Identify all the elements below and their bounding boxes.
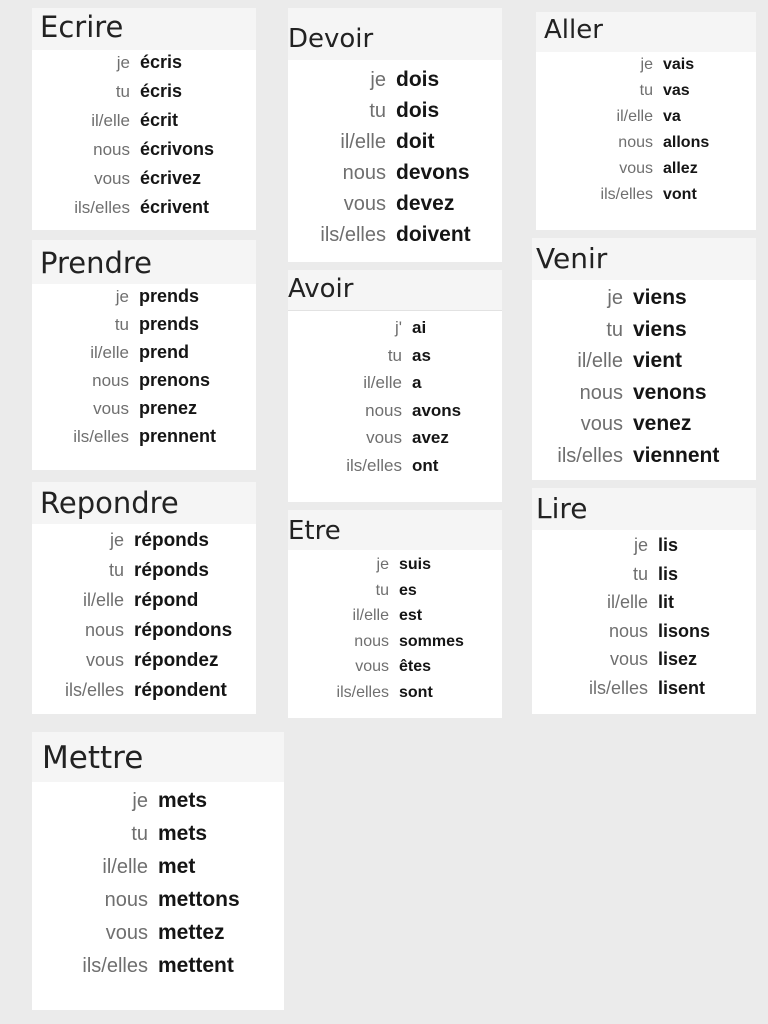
pronoun-label: il/elle [606,592,648,612]
pronoun-label: vous [343,193,386,215]
verb-form: mettons [158,888,240,911]
verb-form: allons [663,134,710,151]
conjugation-row [288,633,502,659]
verb-form: prennent [139,426,217,446]
verb-title: Venir [536,242,608,275]
verb-form: est [399,607,423,624]
conjugation-row [32,822,284,855]
pronoun-label: nous [104,889,148,911]
verb-form: réponds [134,530,209,551]
verb-form: prends [139,286,200,306]
conjugation-row [288,456,502,484]
conjugation-row [288,556,502,582]
pronoun-label: je [370,69,386,91]
verb-card-venir [532,238,756,480]
pronoun-label: ils/elles [336,683,389,701]
verb-form: es [399,581,417,599]
pronoun-label: tu [639,82,653,99]
verb-form: lisons [658,620,711,641]
verb-form: dois [396,99,440,122]
verb-title: Ecrire [40,10,124,44]
conjugation-row [536,186,756,212]
conjugation-row [32,52,256,81]
pronoun-label: vous [366,428,402,447]
conjugation-row [532,412,756,444]
conjugation-row [288,428,502,456]
pronoun-label: tu [108,560,124,580]
verb-form: a [412,373,422,392]
conjugation-row [32,342,256,370]
conjugation-row [532,349,756,381]
pronoun-label: je [109,530,124,550]
conjugation-row [32,139,256,168]
pronoun-label: je [115,287,129,306]
pronoun-label: vous [94,169,130,188]
pronoun-label: nous [93,140,130,159]
conjugation-row [532,592,756,621]
verb-title: Devoir [288,24,374,54]
conjugation-table [288,556,502,709]
conjugation-row [532,318,756,350]
conjugation-row [532,649,756,678]
pronoun-label: vous [93,399,129,418]
pronoun-label: je [640,56,653,73]
conjugation-row [288,318,502,346]
verb-form: réponds [134,560,209,581]
pronoun-label: vous [609,649,648,669]
conjugation-row [288,68,502,99]
conjugation-row [32,286,256,314]
verb-title: Etre [288,516,341,546]
conjugation-table [32,789,284,987]
verb-form: va [663,108,681,125]
conjugation-table [288,318,502,483]
pronoun-label: tu [369,100,386,122]
conjugation-row [536,56,756,82]
verb-form: devez [396,192,455,215]
verb-form: mets [158,822,208,845]
pronoun-label: ils/elles [64,680,124,700]
pronoun-label: nous [618,134,653,151]
pronoun-label: ils/elles [73,427,129,446]
conjugation-row [32,110,256,139]
verb-form: suis [399,556,432,573]
verb-form: écrit [140,110,179,130]
verb-form: vont [663,186,697,203]
conjugation-row [288,582,502,608]
verb-form: mettez [158,921,225,944]
pronoun-label: ils/elles [346,455,402,475]
conjugation-row [536,82,756,108]
verb-form: sont [399,683,433,701]
verb-form: ont [412,455,439,475]
conjugation-row [288,192,502,223]
conjugation-row [32,197,256,226]
pronoun-label: ils/elles [82,955,148,977]
conjugation-table [536,56,756,212]
conjugation-table [532,286,756,475]
pronoun-label: vous [355,658,389,675]
verb-form: écrivons [140,139,215,159]
pronoun-label: ils/elles [600,186,653,203]
conjugation-row [32,426,256,454]
verb-card-repondre [32,482,256,714]
verb-form: lisent [658,677,706,698]
conjugation-row [32,398,256,426]
conjugation-table [288,68,502,254]
conjugation-row [32,530,256,560]
conjugation-row [32,590,256,620]
verb-form: vais [663,56,695,73]
verb-form: dois [396,68,440,91]
pronoun-label: il/elle [363,373,402,392]
pronoun-label: vous [580,413,623,435]
conjugation-row [536,108,756,134]
verb-form: vient [633,349,683,372]
conjugation-table [32,530,256,710]
conjugation-row [532,286,756,318]
conjugation-row [32,314,256,342]
conjugation-row [532,444,756,476]
pronoun-label: tu [606,318,623,341]
pronoun-label: il/elle [616,108,653,125]
pronoun-label: il/elle [577,350,623,372]
pronoun-label: nous [354,632,389,650]
verb-form: répondez [134,650,219,671]
verb-title: Prendre [40,246,153,280]
verb-title: Mettre [42,740,144,776]
pronoun-label: ils/elles [74,198,130,217]
verb-form: venons [633,380,707,404]
pronoun-label: il/elle [91,111,130,130]
pronoun-label: tu [114,315,129,334]
verb-form: ai [412,318,427,337]
conjugation-row [32,560,256,590]
conjugation-row [532,621,756,650]
verb-form: lis [658,563,679,584]
conjugation-row [32,789,284,822]
conjugation-row [288,401,502,429]
pronoun-label: il/elle [90,343,129,362]
verb-card-mettre [32,732,284,1010]
verb-form: doivent [396,223,471,246]
conjugation-row [288,607,502,633]
verb-form: doit [396,130,435,153]
pronoun-label: tu [131,823,148,845]
pronoun-label: vous [619,160,653,177]
conjugation-row [532,564,756,593]
conjugation-row [32,650,256,680]
verb-form: prenez [139,398,198,418]
pronoun-label: vous [105,922,148,944]
verb-form: viens [633,286,687,309]
verb-form: avez [412,428,449,447]
verb-form: prend [139,342,190,362]
verb-card-ecrire [32,8,256,230]
conjugation-row [536,134,756,160]
conjugation-row [288,223,502,254]
pronoun-label: il/elle [102,856,148,878]
verb-form: êtes [399,658,432,675]
conjugation-row [32,370,256,398]
pronoun-label: je [633,535,648,555]
pronoun-label: je [132,790,148,812]
verb-form: avons [412,400,462,420]
pronoun-label: nous [342,162,386,184]
conjugation-row [32,855,284,888]
pronoun-label: vous [85,650,124,670]
verb-form: venez [633,412,692,435]
pronoun-label: nous [579,381,623,404]
conjugation-table [32,52,256,226]
verb-form: écris [140,52,183,72]
verb-form: répond [134,590,199,611]
conjugation-row [532,535,756,564]
conjugation-row [288,161,502,192]
conjugation-row [288,684,502,710]
pronoun-label: tu [115,82,130,101]
conjugation-row [32,680,256,710]
verb-title: Repondre [40,486,179,520]
conjugation-row [32,620,256,650]
conjugation-row [32,921,284,954]
conjugation-row [536,160,756,186]
verb-form: mets [158,789,208,812]
verb-card-devoir [288,8,502,262]
verb-title: Avoir [288,274,354,304]
pronoun-label: nous [92,371,129,390]
conjugation-table [532,535,756,706]
pronoun-label: nous [365,400,402,420]
pronoun-label: nous [608,620,648,641]
title-divider [288,310,502,311]
pronoun-label: j' [394,318,402,337]
verb-card-lire [532,488,756,714]
verb-form: vas [663,82,690,99]
verb-form: écris [140,81,183,101]
verb-form: sommes [399,632,464,650]
pronoun-label: tu [387,345,402,365]
pronoun-label: tu [375,581,389,599]
pronoun-label: je [376,556,389,573]
pronoun-label: il/elle [82,590,124,610]
conjugation-row [288,658,502,684]
conjugation-row [288,99,502,130]
conjugation-row [288,130,502,161]
conjugation-row [288,373,502,401]
pronoun-label: je [607,287,623,309]
conjugation-row [532,678,756,707]
pronoun-label: ils/elles [557,444,623,467]
pronoun-label: je [116,53,130,72]
verb-form: lit [658,592,674,612]
pronoun-label: tu [632,563,648,584]
verb-form: écrivez [140,168,202,188]
pronoun-label: nous [84,620,124,640]
verb-form: met [158,855,196,878]
conjugation-row [32,954,284,987]
verb-card-etre [288,510,502,718]
verb-title: Lire [536,492,588,525]
verb-form: répondent [134,680,227,701]
verb-card-avoir [288,270,502,502]
pronoun-label: il/elle [340,131,386,153]
verb-form: écrivent [140,197,210,217]
conjugation-table [32,286,256,454]
verb-form: as [412,345,431,365]
conjugation-row [32,168,256,197]
verb-form: lisez [658,649,698,669]
verb-title: Aller [544,15,603,45]
verb-form: prends [139,314,200,334]
verb-form: mettent [158,954,234,977]
verb-card-aller [536,12,756,230]
verb-form: prenons [139,370,211,390]
verb-form: devons [396,161,470,184]
conjugation-row [532,381,756,413]
verb-form: viens [633,317,687,341]
verb-form: viennent [633,443,720,467]
verb-form: répondons [134,620,233,641]
conjugation-row [288,346,502,374]
conjugation-row [32,888,284,921]
pronoun-label: ils/elles [588,677,648,698]
conjugation-row [32,81,256,110]
pronoun-label: ils/elles [320,224,386,246]
verb-card-prendre [32,240,256,470]
verb-form: allez [663,160,698,177]
verb-form: lis [658,535,679,555]
pronoun-label: il/elle [352,607,389,624]
